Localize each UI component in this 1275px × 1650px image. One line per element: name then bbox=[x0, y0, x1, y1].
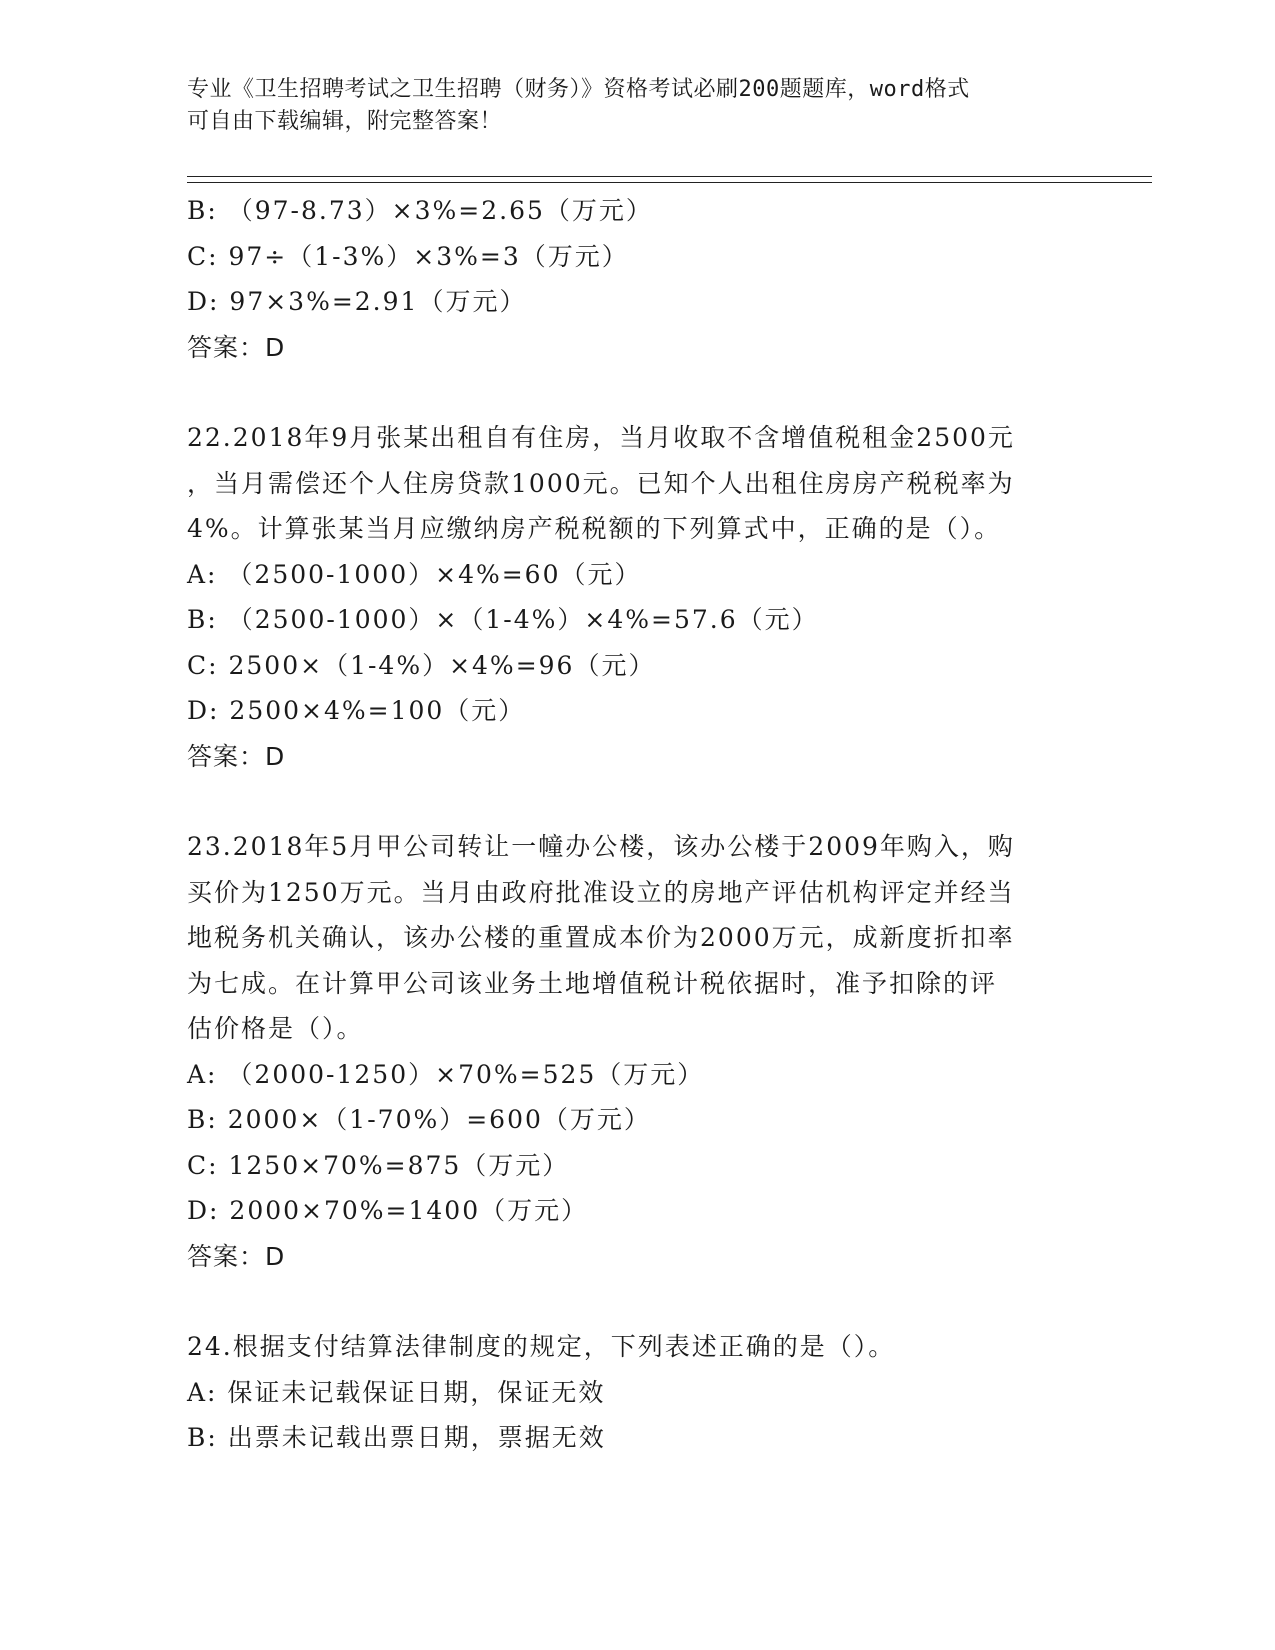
header-rule-bottom bbox=[187, 182, 1152, 183]
question-22 bbox=[187, 415, 1087, 779]
header-rule-top bbox=[187, 176, 1152, 177]
option-a: A: （2500-1000）×4%=60（元） bbox=[187, 559, 642, 589]
option-c: C: 1250×70%=875（万元） bbox=[187, 1150, 570, 1180]
answer: 答案：D bbox=[187, 741, 286, 771]
option-d: D: 2000×70%=1400（万元） bbox=[187, 1196, 589, 1225]
option-b: B: （97-8.73）×3%=2.65（万元） bbox=[187, 196, 653, 225]
question-21-tail bbox=[187, 188, 1087, 370]
question-stem-line: 4%。计算张某当月应缴纳房产税税额的下列算式中，正确的是（）。 bbox=[187, 514, 1002, 543]
spacer bbox=[187, 779, 1087, 824]
question-stem-line: 为七成。在计算甲公司该业务土地增值税计税依据时，准予扣除的评 bbox=[187, 968, 998, 998]
question-stem-line: 估价格是（）。 bbox=[187, 1014, 364, 1043]
option-c: C: 97÷（1-3%）×3%=3（万元） bbox=[187, 241, 629, 271]
spacer bbox=[187, 1279, 1087, 1324]
question-stem-line: 23.2018年5月甲公司转让一幢办公楼，该办公楼于2009年购入，购 bbox=[187, 832, 1015, 861]
question-stem-line: 买价为1250万元。当月由政府批准设立的房地产评估机构评定并经当 bbox=[187, 877, 1015, 907]
question-24 bbox=[187, 1324, 1087, 1461]
option-c: C: 2500×（1-4%）×4%=96（元） bbox=[187, 650, 656, 680]
question-23 bbox=[187, 824, 1087, 1279]
page-header bbox=[187, 74, 1087, 138]
question-stem-line: 地税务机关确认，该办公楼的重置成本价为2000万元，成新度折扣率 bbox=[187, 923, 1015, 952]
question-stem-line: 24.根据支付结算法律制度的规定，下列表述正确的是（）。 bbox=[187, 1332, 896, 1361]
question-stem-line: 22.2018年9月张某出租自有住房，当月收取不含增值税租金2500元 bbox=[187, 423, 1015, 452]
header-title-line-2: 可自由下载编辑，附完整答案！ bbox=[187, 109, 503, 134]
header-title-line-1: 专业《卫生招聘考试之卫生招聘（财务）》资格考试必刷200题题库，word格式 bbox=[187, 77, 970, 102]
option-d: D: 97×3%=2.91（万元） bbox=[187, 287, 527, 316]
option-b: B: 2000×（1-70%）=600（万元） bbox=[187, 1105, 651, 1134]
option-b: B: 出票未记载出票日期，票据无效 bbox=[187, 1423, 606, 1452]
spacer bbox=[187, 370, 1087, 415]
answer: 答案：D bbox=[187, 1241, 286, 1271]
question-list bbox=[187, 188, 1087, 1461]
option-b: B: （2500-1000）×（1-4%）×4%=57.6（元） bbox=[187, 605, 819, 634]
option-a: A: （2000-1250）×70%=525（万元） bbox=[187, 1059, 705, 1089]
answer: 答案：D bbox=[187, 332, 286, 362]
option-a: A: 保证未记载保证日期，保证无效 bbox=[187, 1377, 606, 1407]
question-stem-line: ，当月需偿还个人住房贷款1000元。已知个人出租住房房产税税率为 bbox=[187, 468, 1015, 498]
option-d: D: 2500×4%=100（元） bbox=[187, 696, 526, 725]
